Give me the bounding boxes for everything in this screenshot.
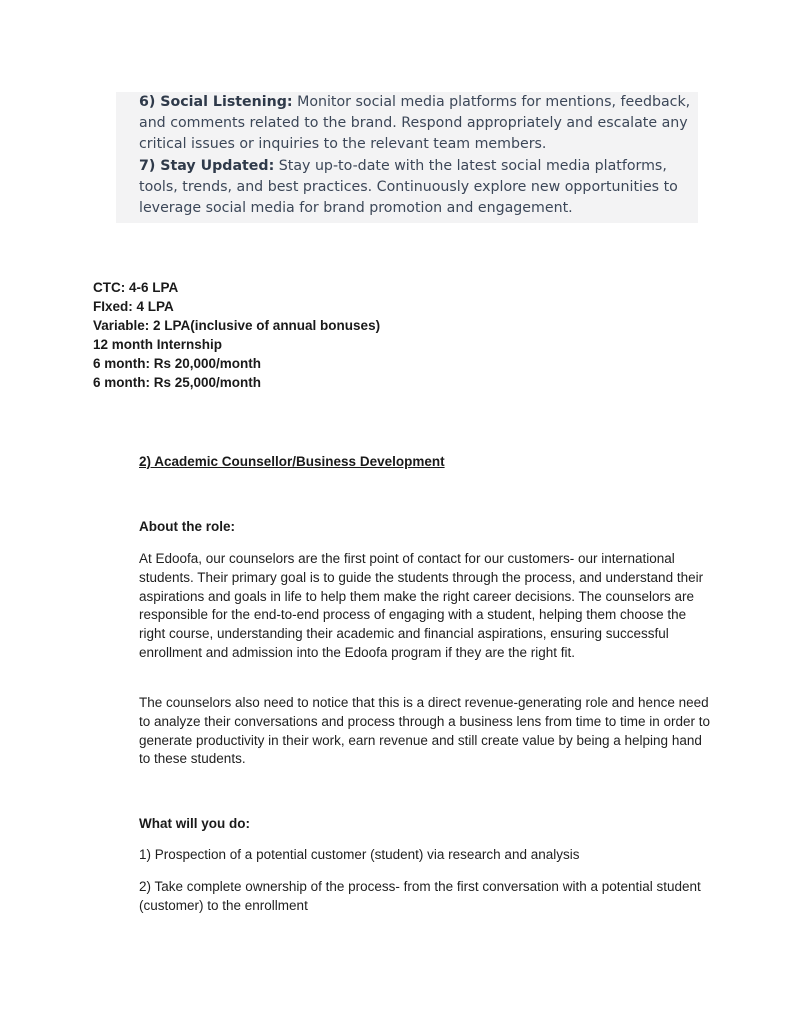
stipend-line-2: 6 month: Rs 25,000/month	[93, 375, 262, 390]
about-role-heading: About the role:	[139, 519, 235, 534]
stipend-line-1: 6 month: Rs 20,000/month	[93, 356, 262, 371]
about-role-paragraph-1: At Edoofa, our counselors are the first point of contact for our customers- our international students. Their primary goal is to guide the students through the process, and understand their aspirations and goals in life to help them make the right career decisions. The counselors are responsible for the end-to-end process of engaging with a student, helping them choose the right course, understanding their academic and financial aspirations, ensuring successful enrollment and admission into the Edoofa program if they are the right fit.	[139, 551, 704, 660]
item-stay-updated-text: Stay up-to-date with the latest social media platforms, tools, trends, and best practices. Continuously explore new opportunities to leverage social media for brand promotion and engagement.	[139, 157, 678, 217]
highlighted-excerpt	[139, 92, 699, 219]
duties-heading: What will you do:	[139, 816, 250, 831]
variable-line: Variable: 2 LPA(inclusive of annual bonuses)	[93, 318, 381, 333]
internship-line: 12 month Internship	[93, 337, 223, 352]
item-social-listening	[139, 92, 699, 156]
duty-item-2: 2) Take complete ownership of the process- from the first conversation with a potential student (customer) to the enrollment	[139, 879, 701, 913]
item-stay-updated-label: 7) Stay Updated:	[139, 157, 275, 174]
fixed-line: FIxed: 4 LPA	[93, 299, 174, 314]
ctc-line: CTC: 4-6 LPA	[93, 280, 179, 295]
item-stay-updated	[139, 156, 699, 220]
duty-item-1: 1) Prospection of a potential customer (student) via research and analysis	[139, 847, 580, 862]
item-social-listening-label: 6) Social Listening:	[139, 94, 293, 110]
about-role-paragraph-2: The counselors also need to notice that this is a direct revenue-generating role and hence need to analyze their conversations and process through a business lens from time to time in order to generate productivity in their work, earn revenue and still create value by being a helping hand to these students.	[139, 695, 711, 767]
role-heading: 2) Academic Counsellor/Business Development	[139, 454, 445, 469]
compensation-block	[93, 278, 380, 392]
item-social-listening-text: Monitor social media platforms for mentions, feedback, and comments related to the brand. Respond appropriately and escalate any critical issues or inquiries to the relevant team members.	[139, 94, 691, 153]
